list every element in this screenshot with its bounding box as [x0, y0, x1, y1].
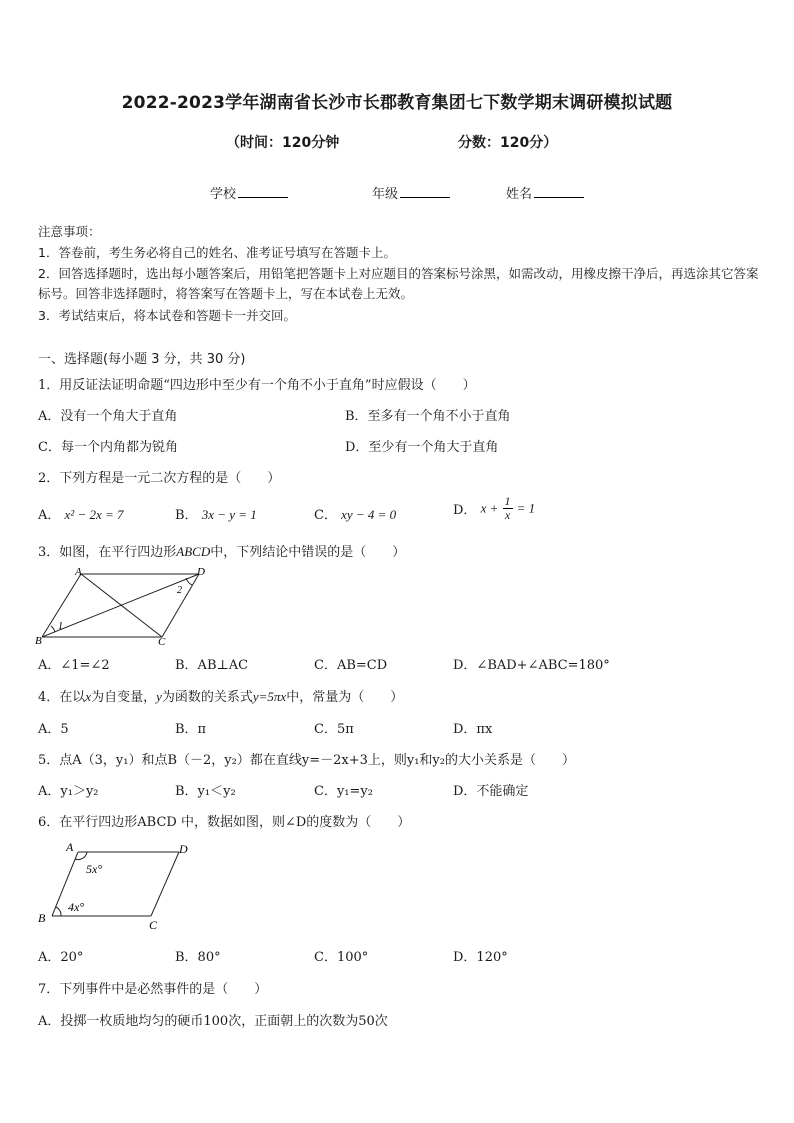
q6-parallelogram-figure — [34, 836, 204, 936]
notice-item-2: 2．回答选择题时，选出每小题答案后，用铅笔把答题卡上对应题目的答案标号涂黑，如需改动，用橡皮擦干净后，再选涂其它答案标号。回答非选择题时，将答案写在答题卡上，写在本试卷上无效。 — [38, 266, 759, 301]
q3-angle-1-arc — [51, 626, 55, 632]
q3-option-c[interactable]: C．AB=CD — [314, 658, 388, 673]
q5-option-c[interactable]: C．y₁=y₂ — [314, 784, 373, 799]
time-info: （时间：120分钟 — [226, 135, 340, 151]
q6-option-d[interactable]: D．120° — [453, 950, 508, 965]
question-5-stem: 5．点A（3，y₁）和点B（－2，y₂）都在直线y=－2x+3上，则y₁和y₂的大小关系是（ ） — [38, 753, 575, 768]
q4-option-b[interactable]: B．π — [175, 722, 207, 737]
q1-option-a[interactable]: A．没有一个角大于直角 — [38, 409, 178, 424]
q3-option-a[interactable]: A．∠1=∠2 — [38, 658, 110, 673]
q5-option-a[interactable]: A．y₁＞y₂ — [38, 784, 99, 799]
page-title: 2022-2023学年湖南省长沙市长郡教育集团七下数学期末调研模拟试题 — [121, 93, 673, 113]
question-7-stem: 7．下列事件中是必然事件的是（ ） — [38, 982, 268, 997]
q6-label-c: C — [149, 918, 158, 932]
q1-option-d[interactable]: D．至少有一个角大于直角 — [345, 440, 499, 455]
section-heading: 一、选择题(每小题 3 分，共 30 分) — [38, 352, 246, 367]
q3-label-c: C — [158, 636, 166, 648]
q6-label-b: B — [38, 911, 46, 925]
q2-d-expr-left: x + — [480, 500, 499, 516]
question-4-stem: 4．在以x为自变量，y为函数的关系式y=5πx中，常量为（ ） — [38, 689, 404, 705]
name-field[interactable] — [506, 183, 584, 202]
q2-d-fraction: $\frac{1}{x}$ — [504, 494, 511, 522]
q4-option-c[interactable]: C．5π — [314, 722, 354, 737]
q3-option-b[interactable]: B．AB⊥AC — [175, 658, 249, 673]
q2-d-expr-right: = 1 — [516, 500, 536, 516]
q3-label-1: 1 — [58, 621, 63, 632]
q3-option-d[interactable]: D．∠BAD+∠ABC=180° — [453, 658, 610, 673]
q3-angle-2-arc — [186, 578, 192, 585]
q3-diagonal-bd — [42, 574, 199, 637]
q2-option-d[interactable]: D． x + $\frac{1}{x}$ = 1 — [453, 494, 536, 522]
q5-option-b[interactable]: B．y₁＜y₂ — [175, 784, 236, 799]
q1-option-c[interactable]: C．每一个内角都为锐角 — [38, 440, 178, 455]
q1-option-b[interactable]: B．至多有一个角不小于直角 — [345, 409, 511, 424]
q6-label-angle-a: 5x° — [86, 862, 103, 876]
grade-field[interactable] — [372, 183, 450, 202]
question-2-stem: 2．下列方程是一元二次方程的是（ ） — [38, 471, 281, 486]
q6-option-a[interactable]: A．20° — [38, 950, 84, 965]
q4-option-a[interactable]: A．5 — [38, 722, 69, 737]
q3-label-d: D — [197, 566, 205, 578]
q6-angle-b-arc — [56, 907, 61, 916]
question-3-stem: 3．如图，在平行四边形ABCD中，下列结论中错误的是（ ） — [38, 544, 406, 560]
q6-option-c[interactable]: C．100° — [314, 950, 369, 965]
notice-heading: 注意事项： — [38, 224, 101, 239]
question-1-stem: 1．用反证法证明命题“四边形中至少有一个角不小于直角”时应假设（ ） — [38, 378, 476, 393]
q5-option-d[interactable]: D．不能确定 — [453, 784, 529, 799]
q4-option-d[interactable]: D．πx — [453, 722, 493, 737]
q3-edge-dc — [162, 574, 199, 637]
school-field[interactable] — [210, 183, 288, 202]
q2-c-expr: xy − 4 = 0 — [341, 507, 397, 522]
q6-option-b[interactable]: B．80° — [175, 950, 221, 965]
notice-item-1: 1．答卷前，考生务必将自己的姓名、准考证号填写在答题卡上。 — [38, 245, 396, 260]
q2-b-expr: 3x − y = 1 — [201, 507, 257, 522]
school-label: 学校 — [210, 187, 237, 202]
name-label: 姓名 — [506, 187, 533, 202]
q3-parallelogram-figure — [34, 564, 214, 648]
q7-option-a[interactable]: A．投掷一枚质地均匀的硬币100次，正面朝上的次数为50次 — [38, 1014, 388, 1029]
notice-item-3: 3．考试结束后，将本试卷和答题卡一并交回。 — [38, 308, 296, 323]
q2-option-c[interactable]: C． xy − 4 = 0 — [314, 507, 397, 523]
score-info: 分数：120分） — [458, 135, 558, 151]
q2-option-b[interactable]: B． 3x − y = 1 — [175, 507, 257, 523]
q3-label-b: B — [35, 635, 42, 647]
question-6-stem: 6．在平行四边形ABCD 中，数据如图，则∠D的度数为（ ） — [38, 815, 411, 830]
q3-label-2: 2 — [177, 585, 182, 596]
q2-option-a[interactable]: A． x² − 2x = 7 — [38, 507, 124, 523]
q6-label-a: A — [66, 840, 74, 854]
q6-label-angle-b: 4x° — [68, 900, 85, 914]
q3-label-a: A — [75, 566, 82, 578]
grade-label: 年级 — [372, 187, 399, 202]
q6-edge-dc — [151, 852, 179, 916]
q6-label-d: D — [179, 842, 188, 856]
q2-a-expr: x² − 2x = 7 — [64, 507, 124, 522]
